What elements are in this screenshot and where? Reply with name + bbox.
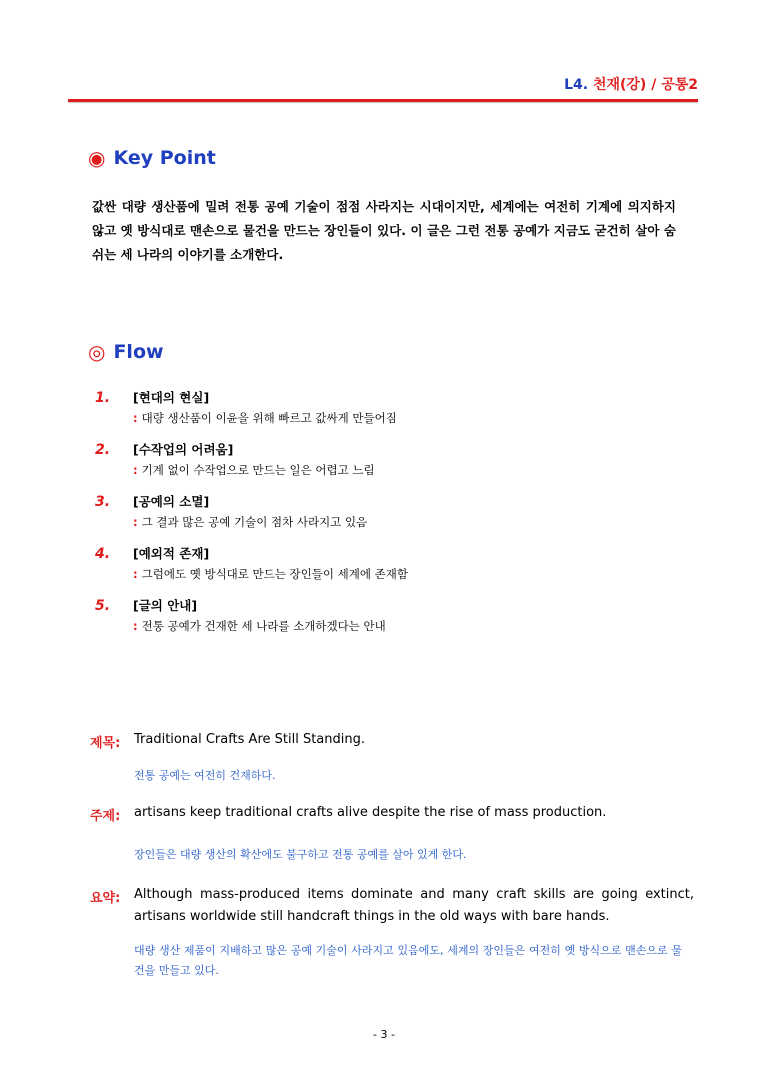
flow-item: [92, 388, 692, 440]
title-korean: 전통 공예는 여전히 건재하다.: [134, 769, 276, 782]
abstract-english: Although mass-produced items dominate and many craft skills are going extinct, artisans worldwide still handcraft things in the old ways with bare hands.: [134, 887, 694, 924]
lesson-label: L4.: [564, 77, 589, 93]
flow-heading-text: [글의 안내]: [133, 598, 198, 613]
colon-marker: :: [133, 411, 138, 425]
common-label: 공통2: [661, 77, 698, 93]
flow-heading-text: [수작업의 어려움]: [133, 442, 234, 457]
textbook-label: 천재(강): [592, 77, 647, 93]
flow-item: [92, 596, 692, 648]
flow-number: 2.: [95, 442, 111, 458]
key-point-title: Key Point: [113, 147, 216, 169]
title-english: Traditional Crafts Are Still Standing.: [134, 732, 365, 747]
flow-description-text: 대량 생산품이 이윤을 위해 빠르고 값싸게 만들어짐: [141, 411, 397, 425]
flow-list: [92, 388, 692, 648]
colon-marker: :: [133, 619, 138, 633]
flow-title: Flow: [113, 341, 164, 363]
flow-number: 5.: [95, 598, 111, 614]
flow-description-text: 그 결과 많은 공예 기술이 점차 사라지고 있음: [141, 515, 368, 529]
header-separator: /: [651, 77, 657, 93]
flow-description: [133, 618, 386, 634]
theme-english: artisans keep traditional crafts alive despite the rise of mass production.: [134, 805, 607, 820]
flow-heading: [88, 340, 164, 364]
page-header: [564, 74, 698, 94]
flow-description-text: 전통 공예가 건재한 세 나라를 소개하겠다는 안내: [141, 619, 386, 633]
flow-heading-text: [공예의 소멸]: [133, 494, 210, 509]
flow-item: [92, 492, 692, 544]
theme-korean: 장인들은 대량 생산의 확산에도 불구하고 전통 공예를 살아 있게 한다.: [134, 848, 467, 861]
flow-description: [133, 566, 408, 582]
title-label: 제목:: [90, 736, 121, 751]
key-point-text: 값싼 대량 생산품에 밀려 전통 공예 기술이 점점 사라지는 시대이지만, 세계에는 여전히 기계에 의지하지 않고 옛 방식대로 맨손으로 물건을 만드는 장인들이 있다. 이 글은 그런 전통 공예가 지금도 굳건히 살아 숨 쉬는 세 나라의 이야기를 소개한다.: [92, 199, 676, 262]
flow-description: [133, 462, 375, 478]
flow-description-text: 기계 없이 수작업으로 만드는 일은 어렵고 느림: [141, 463, 375, 477]
flow-description: [133, 410, 397, 426]
key-point-heading: [88, 146, 216, 170]
abstract-korean: 대량 생산 제품이 지배하고 많은 공예 기술이 사라지고 있음에도, 세계의 장인들은 여전히 옛 방식으로 맨손으로 물건을 만들고 있다.: [134, 944, 682, 977]
flow-description: [133, 514, 367, 530]
double-circle-bullet-icon: ◎: [88, 340, 106, 364]
colon-marker: :: [133, 463, 138, 477]
flow-item: [92, 544, 692, 596]
abstract-label: 요약:: [90, 891, 121, 906]
header-rule: [68, 99, 698, 102]
flow-number: 3.: [95, 494, 111, 510]
flow-number: 4.: [95, 546, 111, 562]
page-number: - 3 -: [373, 1028, 395, 1041]
colon-marker: :: [133, 515, 138, 529]
flow-number: 1.: [95, 390, 111, 406]
flow-heading-text: [예외적 존재]: [133, 546, 210, 561]
theme-label: 주제:: [90, 809, 121, 824]
target-bullet-icon: ◉: [88, 146, 106, 170]
colon-marker: :: [133, 567, 138, 581]
flow-item: [92, 440, 692, 492]
flow-heading-text: [현대의 현실]: [133, 390, 210, 405]
flow-description-text: 그럼에도 옛 방식대로 만드는 장인들이 세계에 존재함: [141, 567, 408, 581]
